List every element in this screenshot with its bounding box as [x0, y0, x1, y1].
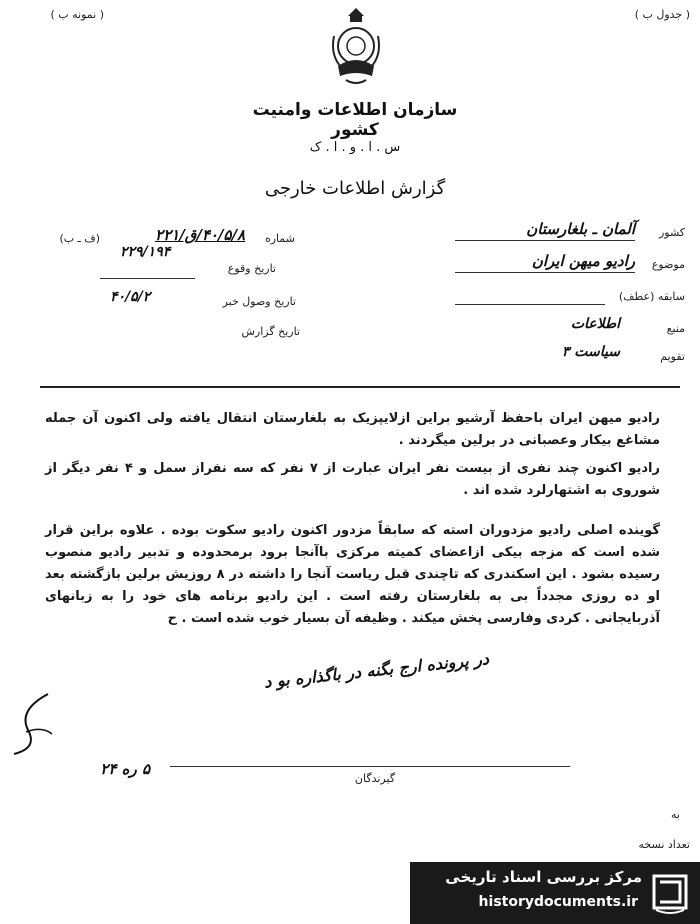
handwritten-mark: ۵ ره ۲۴	[100, 760, 150, 778]
report-title: گزارش اطلاعات خارجی	[264, 178, 446, 199]
to-label: به	[671, 808, 680, 821]
event-date-label: تاریخ وقوع	[227, 262, 276, 275]
subject-line	[455, 272, 635, 273]
country-label: کشور	[658, 226, 685, 239]
country-value: آلمان ـ بلغارستان	[526, 220, 635, 238]
organization-name: سازمان اطلاعات وامنیت کشور	[252, 100, 458, 140]
form-type-label: ( نمونه ب )	[50, 8, 104, 21]
number-suffix: (ف ـ ب)	[59, 232, 100, 245]
rating-label: تقویم	[660, 350, 685, 363]
received-date-label: تاریخ وصول خبر	[222, 295, 296, 308]
watermark-logo-icon	[648, 868, 692, 916]
table-label: ( جدول ب )	[634, 8, 690, 21]
report-date-label: تاریخ گزارش	[241, 325, 300, 338]
body-paragraph-3: گوینده اصلی رادیو مزدوران استه که سابقاً مزدور اکنون رادیو سکوت بوده . علاوه براین قرار شده است که مزجه بیکی ازاعضای کمیته مرکزی باآنجا برود برمحدوده و تدبیر رادیو منصوب رسیده بشود . این اسکندری که تاچندی قبل ریاست آنجا را داشته در ۸ روزیش برلین بازگشته بعد او ده روزی مجدداً بی به بلغارستان رفته است . این رادیو برنامه های خود را به زبانهای آذربایجانی . کردی وفارسی پخش میکند . وظیفه آن بسیار خوب شده است . ح	[45, 523, 660, 626]
organization-code: س . ا . و . ا . ک	[309, 140, 401, 155]
history-label: سابقه (عطف)	[618, 290, 685, 303]
signature-icon	[8, 690, 58, 760]
history-line	[455, 304, 605, 305]
number-value: ۴۰/۵/۸/ق/۲۲۱	[155, 226, 245, 244]
rating-value: سیاست ۳	[561, 344, 620, 360]
recipients-label: گیرندگان	[354, 772, 396, 785]
country-line	[455, 240, 635, 241]
received-date-value: ۴۰/۵/۲	[110, 289, 151, 305]
source-value: اطلاعات	[570, 316, 620, 332]
body-paragraph-1: رادیو میهن ایران باحفظ آرشیو براین ازلایپزیک به بلغارستان انتقال یافته ولی اکنون آن جمله مشاغع بیکار وعصبانی در برلین میگردند .	[45, 411, 660, 448]
watermark-name: مرکز بررسی اسناد تاریخی	[445, 868, 642, 886]
header-divider	[40, 386, 680, 388]
event-date-line	[100, 278, 195, 279]
copies-label: تعداد نسخه	[638, 838, 690, 851]
number-label: شماره	[264, 232, 295, 245]
watermark-banner	[410, 862, 700, 924]
number-value-2: ۲۲۹/۱۹۴	[120, 244, 171, 260]
handwritten-note: در پرونده ارج بگنه در باگذاره بو د	[263, 649, 490, 692]
recipients-line	[170, 766, 570, 767]
lion-and-sun-emblem-icon	[326, 6, 386, 91]
body-paragraph-2: رادیو اکنون چند نفری از بیست نفر ایران عبارت از ۷ نفر که سه نفراز سمل و ۴ نفر دیگر از شوروی به اشتهارلرد شده اند .	[45, 461, 660, 498]
subject-value: رادیو میهن ایران	[531, 252, 635, 270]
subject-label: موضوع	[651, 258, 685, 271]
source-label: منبع	[666, 322, 685, 335]
watermark-url: historydocuments.ir	[478, 894, 638, 910]
